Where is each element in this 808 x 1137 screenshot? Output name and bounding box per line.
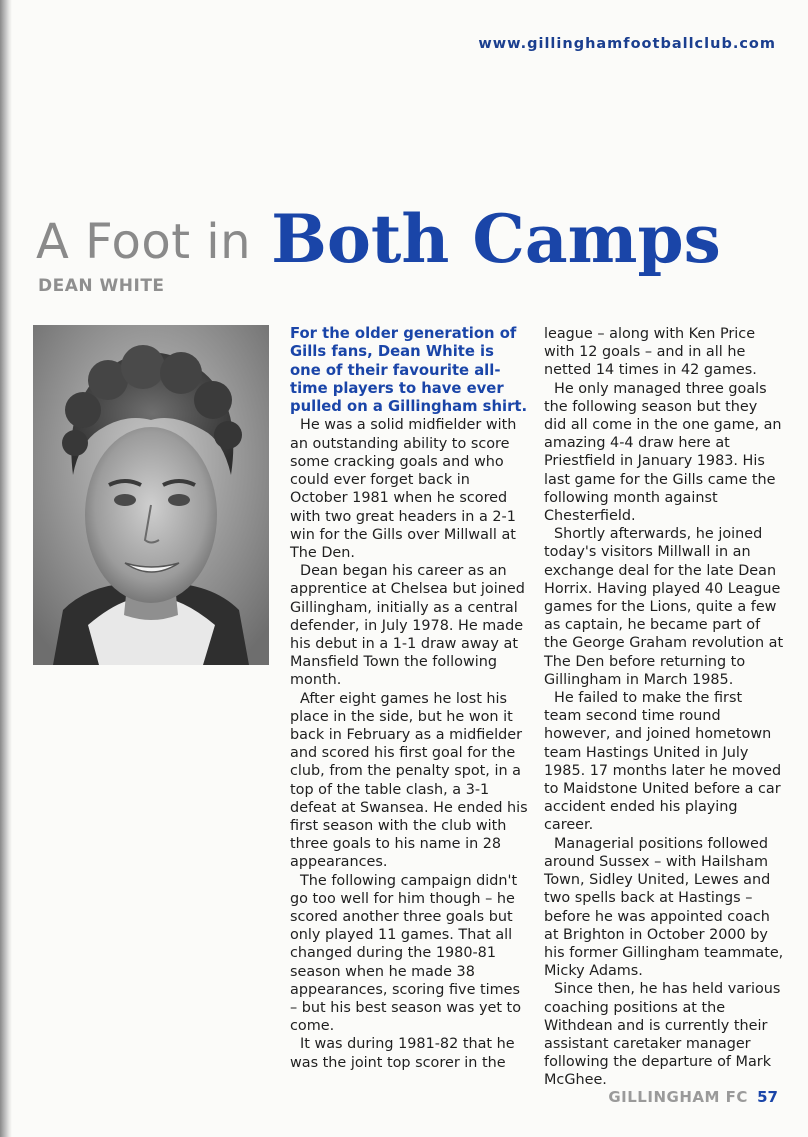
paragraph: Shortly afterwards, he joined today's visitors Millwall in an exchange deal for the late Dean Horrix. Having played 40 League games for the Lions, quite a few as captain, he became part of the George Graham revolution at The Den before returning to Gillingham in March 1985. <box>544 526 784 688</box>
paragraph: He only managed three goals the following season but they did all come in the one game, an amazing 4-4 draw here at Priestfield in January 1983. His last game for the Gills came the following month against Chesterfield. <box>544 380 782 525</box>
article-title-bold: Both Camps <box>271 200 721 278</box>
paragraph: He failed to make the first team second time round however, and joined hometown team Hastings United in July 1985. 17 months later he moved to Maidstone United before a car accident ended his playing career. <box>544 690 782 834</box>
club-website-url: www.gillinghamfootballclub.com <box>478 36 776 52</box>
article-intro: For the older generation of Gills fans, Dean White is one of their favourite all-time players to have ever pulled on a Gillingham shirt. <box>290 325 528 416</box>
article-byline: DEAN WHITE <box>38 276 165 296</box>
article-title <box>36 192 721 278</box>
paragraph: He was a solid midfielder with an outstanding ability to score some cracking goals and who could ever forget back in October 1981 when he scored with two great headers in a 2-1 win for the Gills over Millwall at The Den. <box>290 417 517 561</box>
paragraph-continued: league – along with Ken Price with 12 goals – and in all he netted 14 times in 42 games. <box>544 326 757 379</box>
article-column-left <box>290 325 528 1072</box>
paragraph: It was during 1981-82 that he was the joint top scorer in the <box>290 1036 515 1071</box>
page-footer <box>608 1088 778 1106</box>
paragraph: Since then, he has held various coaching positions at the Withdean and is currently their assistant caretaker manager following the departure of Mark McGhee. <box>544 981 781 1089</box>
paragraph: The following campaign didn't go too well for him though – he scored another three goals but only played 11 games. That all changed during the 1980-81 season when he made 38 appearances, scoring five times – but his best season was yet to come. <box>290 872 521 1035</box>
paragraph: Managerial positions followed around Sussex – with Hailsham Town, Sidley United, Lewes and two spells back at Hastings – before he was appointed coach at Brighton in October 2000 by his former Gillingham teammate, Micky Adams. <box>544 835 784 980</box>
paragraph: Dean began his career as an apprentice at Chelsea but joined Gillingham, initially as a central defender, in July 1978. He made his debut in a 1-1 draw away at Mansfield Town the following month. <box>290 563 525 689</box>
page-spine-shadow <box>0 0 12 1137</box>
paragraph: After eight games he lost his place in the side, but he won it back in February as a midfielder and scored his first goal for the club, from the penalty spot, in a top of the table clash, a 3-1 defeat at Swansea. He ended his first season with the club with three goals to his name in 28 appearances. <box>290 690 528 871</box>
player-portrait-photo <box>33 325 269 665</box>
article-title-light: A Foot in <box>36 214 252 270</box>
page-number: 57 <box>757 1088 778 1106</box>
footer-club-name: GILLINGHAM FC <box>608 1088 748 1106</box>
article-column-right <box>544 325 784 1090</box>
